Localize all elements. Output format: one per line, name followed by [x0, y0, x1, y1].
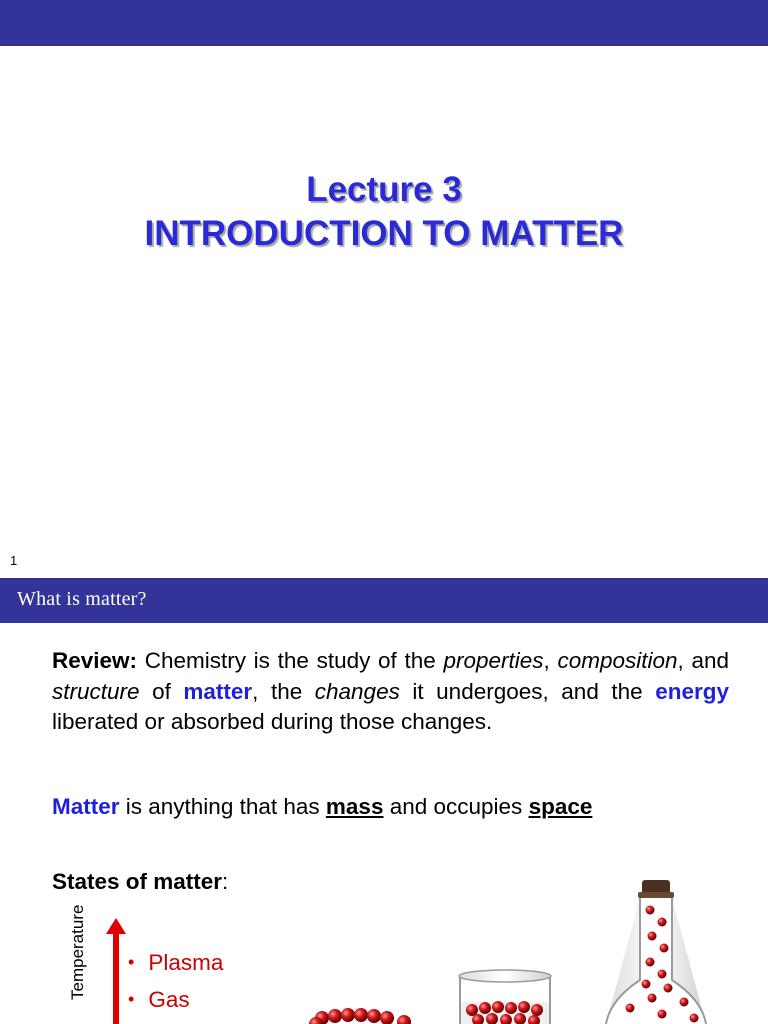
bullet-icon: •: [128, 952, 135, 972]
states-heading-text: States of matter: [52, 869, 223, 894]
review-text: , and: [677, 648, 729, 673]
slide2-header-band: [0, 578, 768, 623]
bullet-icon: •: [128, 989, 135, 1009]
slide2-header-title: What is matter?: [17, 588, 147, 610]
review-matter: matter: [183, 678, 253, 704]
definition-text: and occupies: [383, 794, 529, 819]
review-changes: changes: [314, 678, 400, 704]
temperature-axis-label: Temperature: [68, 904, 87, 1000]
review-text: liberated or absorbed during those changes.: [52, 709, 493, 734]
review-energy: energy: [655, 678, 729, 704]
review-label: Review:: [52, 648, 138, 673]
state-item-gas: [128, 987, 190, 1013]
slide1-title: [0, 168, 768, 256]
temperature-arrow-icon: [104, 918, 128, 1024]
definition-text: is anything that has: [119, 794, 326, 819]
review-paragraph: [52, 646, 729, 738]
review-composition: composition: [557, 648, 678, 673]
state-item-plasma: [128, 950, 223, 976]
title-line-2: INTRODUCTION TO MATTER: [144, 214, 624, 253]
top-header-band: [0, 0, 768, 46]
solid-particles-icon: [309, 1008, 411, 1024]
definition-matter: Matter: [52, 794, 120, 819]
states-heading-colon: :: [222, 869, 229, 894]
review-text: Chemistry is the study of the: [137, 648, 444, 673]
definition-mass: mass: [325, 794, 384, 819]
review-text: ,: [543, 648, 558, 673]
review-text: it undergoes, and the: [399, 678, 656, 704]
state-label: Gas: [148, 987, 190, 1012]
review-structure: structure: [52, 678, 140, 704]
flask-icon: [606, 880, 706, 1024]
matter-definition: [52, 792, 729, 823]
definition-space: space: [528, 794, 593, 819]
review-properties: properties: [443, 648, 544, 673]
review-text: of: [139, 678, 184, 704]
title-line-1: Lecture 3: [306, 170, 462, 209]
slide-number: 1: [10, 553, 18, 568]
beaker-icon: [459, 970, 551, 1024]
states-illustration: [300, 870, 740, 1024]
state-label: Plasma: [148, 950, 224, 975]
review-text: , the: [252, 678, 315, 704]
